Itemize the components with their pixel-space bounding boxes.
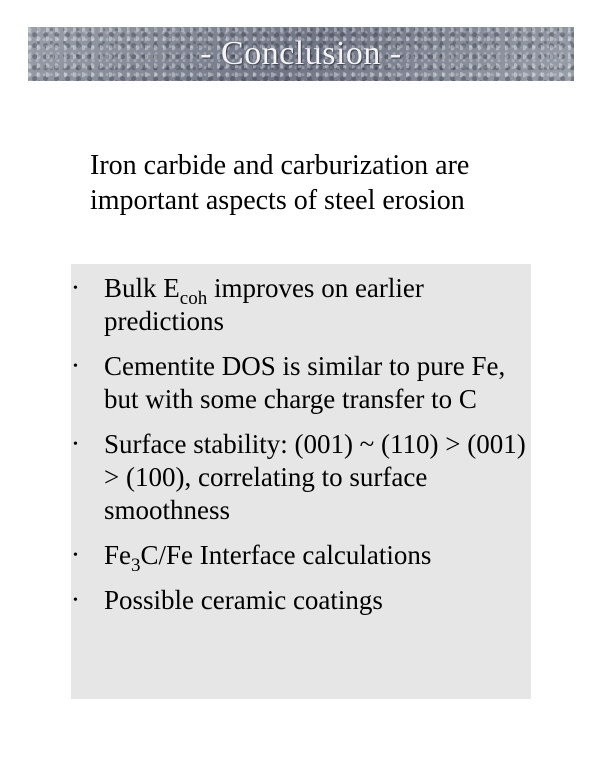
bullet-list xyxy=(0,264,600,617)
bullet-text: Cementite DOS is similar to pure Fe, but with some charge transfer to C xyxy=(104,351,506,414)
bullet-marker: • xyxy=(73,281,78,296)
bullet-text: Surface stability: (001) ~ (110) > (001) > (100), correlating to surface smoothness xyxy=(104,429,526,525)
bullet-marker: • xyxy=(73,437,78,452)
slide-title: - Conclusion - xyxy=(200,35,402,72)
bullet-text: Fe xyxy=(104,540,131,570)
bullet-item xyxy=(0,428,534,527)
title-banner xyxy=(28,27,574,81)
bullet-text: Bulk E xyxy=(104,273,180,303)
bullet-marker: • xyxy=(73,359,78,374)
bullet-item xyxy=(0,350,534,416)
bullet-item xyxy=(0,539,534,576)
bullet-text: Possible ceramic coatings xyxy=(104,585,383,615)
bullet-item xyxy=(0,264,534,338)
bullet-marker: • xyxy=(73,548,78,563)
bullet-text-cont: C/Fe Interface calculations xyxy=(140,540,432,570)
bullet-subscript: coh xyxy=(179,288,208,309)
bullet-subscript: 3 xyxy=(131,555,141,576)
bullet-text-cont: improves on earlier predictions xyxy=(104,273,424,336)
lead-statement: Iron carbide and carburization are important aspects of steel erosion xyxy=(90,150,470,216)
bullet-item xyxy=(0,584,534,617)
bullet-marker: • xyxy=(73,593,78,608)
